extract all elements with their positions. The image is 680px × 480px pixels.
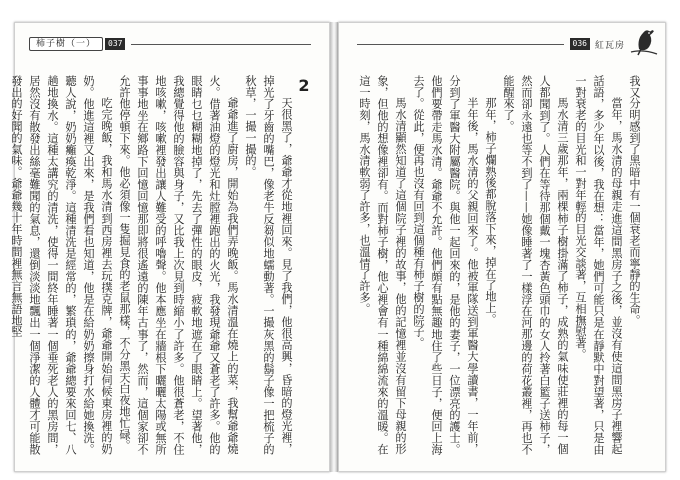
page-number: 037 (105, 38, 125, 50)
paragraph: 我又分明感到了黑暗中有一個衰老而寧靜的生命。 (628, 75, 641, 326)
header-rule (357, 44, 564, 45)
page-number: 036 (570, 38, 590, 50)
paragraph: 半年後，馬水清的父親回來了。他被軍隊送到軍醫大學讀書，一年前，分到了軍醫大附屬醫院。與他一起回來的，是他的妻子，一位漂亮的護士。他們要帶走馬水清。爺爺不允許。他們頗有點無趣地住了些日子，便回上海去了。從此，便再也沒有回到這個種有柿子樹的院子。 (412, 75, 479, 455)
header-rule (131, 44, 311, 45)
paragraph: 天很黑了，爺爺才從地裡回來。見了我們，他很高興，昏暗的燈光裡，掉光了牙齒的嘴巴，像老牛反芻似地蠕動著。一撮灰黑的鬍子像一把梳子的秋草，一撮一撮的。 (244, 75, 293, 455)
section-number: 2 (298, 76, 310, 95)
right-page (338, 22, 666, 472)
paragraph: 當年，馬水清的母親走進這間黑房子之後，並沒有使這間黑房子裡響起話語，多少年以後，我在想：當年，她們可能只是在靜默中對望著，只是由一對衰老的目光和一對年輕的目光交談著，互相撫慰著。 (574, 75, 623, 455)
bird-on-branch-icon (629, 25, 659, 57)
paragraph: 馬水清顯然知道了這個院子裡的故事，他的記憶裡並沒有留下母親的形象，但他的想像裡卻有。而對柿子樹，他心裡會有一種綿綿流來的溫暖。在這一時刻，馬水清軟弱了許多，也溫情了許多。 (358, 75, 407, 455)
book-title: 紅瓦房 (594, 40, 625, 51)
right-page-body (359, 75, 643, 455)
left-page-body (10, 75, 313, 455)
chapter-title: 柿子樹（一） (29, 37, 103, 51)
book-gutter (330, 22, 338, 472)
paragraph: 那年，柿子爛熟後都脫落下來，掉在了地上。 (484, 97, 497, 326)
right-page-header (353, 37, 625, 51)
paragraph: 馬水清三歲那年，兩棵柿子樹掛滿了柿子，成熟的氣味使莊裡的每一個人都聞到了。人們在等待那個戴一塊杏黃色頭巾的女人拎著白籃子送柿子，然而卻永遠也等不到了——她像睡著了一樣浮在河那邊的荷花叢裡，再也不能醒來了。 (502, 75, 569, 455)
paragraph: 吃完晚飯，我和馬水清到西房裡去玩撲克牌，爺爺開始伺候東房裡的奶奶。他進這裡又出來，是我們看也知道，他是在給奶奶擦身打水給她換洗。聽人說，奶奶癱瘓乾淨。這種清洗是經常的，繁瑣的，爺爺總要來回七、八趟地換水。這種太講究的清洗，使得一間終年睡著一個垂死老人的黑房間，居然沒有散發出絲毫難聞的氣息，還倒淡淡地飄出一個淨潔的人體才可能散發出的好聞的氣味。爺爺幾十年時間裡無言無語地堅 (10, 75, 113, 455)
left-page-header (29, 37, 315, 51)
paragraph: 爺爺進了廚房，開始為我們弄晚飯。馬水清溫在燒上的菜，我幫爺爺燒火。借著油燈的燈光和灶膛裡跑出的火光，我發現爺爺又蒼老了許多。他的眼睛乜乜糊糊地掉了，先去了彈性的眼皮，疲軟地遮在了眼睛上。望著他，我總覺得他的臉容與身子，又比我上次見到時縮小了許多。他很蒼老，不住地咳嗽，咳嗽裡發出讓人難受的呼嚕聲。他本應坐在牆根下曬曬太陽或無所事事地坐在鄉路下回憶回憶那即將很遙遠的陳年古事了，然而，這個家卻不允許他停頓下來。他必須像一隻掘見食的老鼠那樣，不分黑天白夜地忙碌。 (118, 75, 239, 455)
left-page (10, 22, 330, 472)
